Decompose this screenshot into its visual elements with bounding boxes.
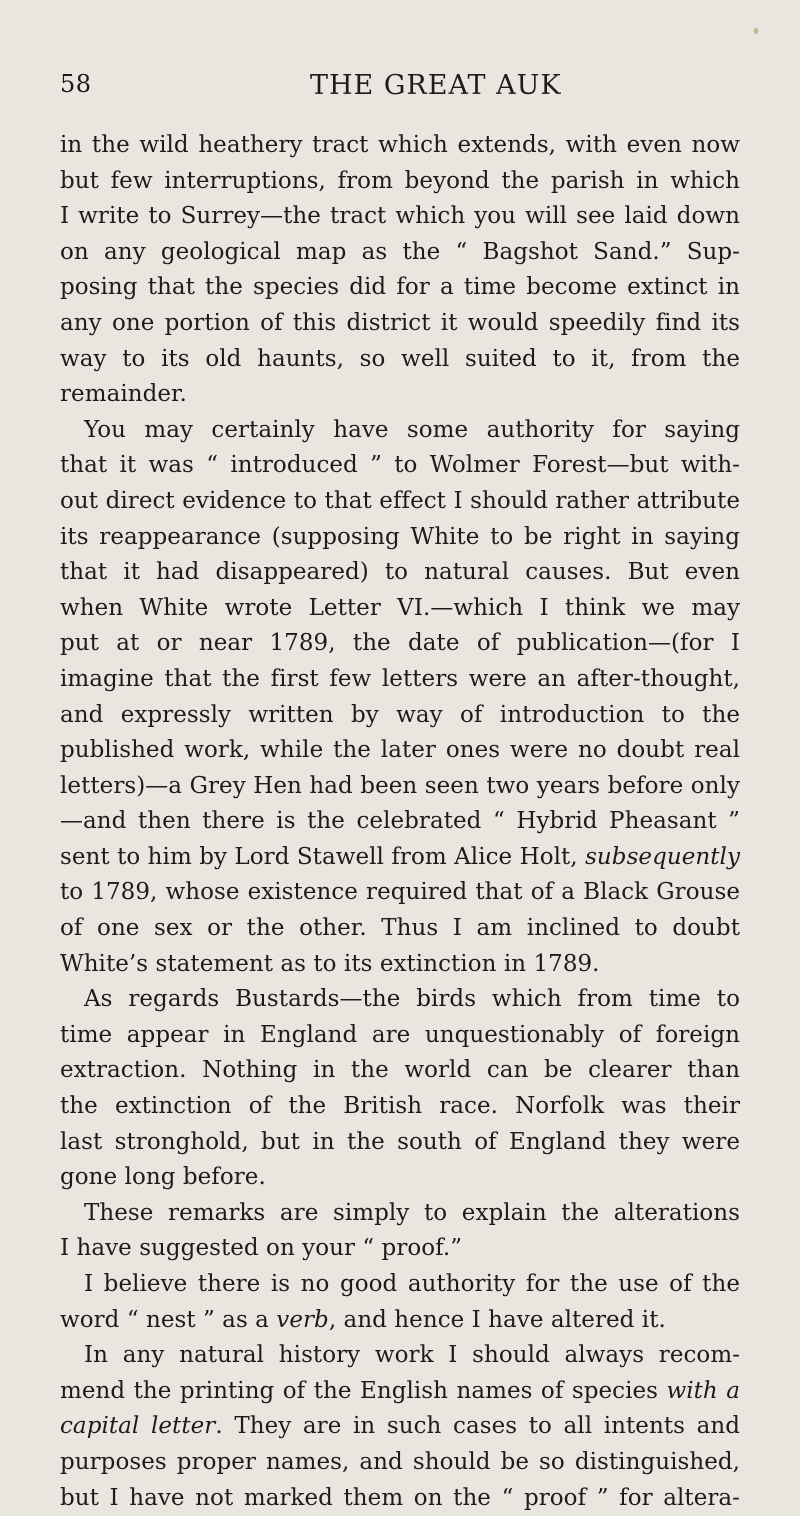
text-run: , and hence I have altered it. <box>328 1306 666 1333</box>
text-line: time appear in England are unquestionably of foreign <box>60 1021 740 1048</box>
text-line: any one portion of this district it would speedily find its <box>60 309 740 336</box>
text-line: purposes proper names, and should be so distinguished, <box>60 1448 740 1475</box>
text-line: You may certainly have some authority for saying <box>84 416 740 443</box>
text-line: extraction. Nothing in the world can be clearer than <box>60 1057 740 1084</box>
text-line <box>60 1374 740 1410</box>
text-line: that it was “ introduced ” to Wolmer Forest—but with- <box>60 452 740 479</box>
text-line <box>60 1409 740 1445</box>
text-line: imagine that the first few letters were an after-thought, <box>60 665 740 692</box>
text-run: . They are in such cases to all intents and <box>215 1413 740 1440</box>
text-line: published work, while the later ones were no doubt real <box>60 737 740 764</box>
text-line: that it had disappeared) to natural causes. But even <box>60 559 740 586</box>
text-line: gone long before. <box>60 1164 266 1191</box>
text-line: in the wild heathery tract which extends, with even now <box>60 132 740 158</box>
text-line: its reappearance (supposing White to be right in saying <box>60 523 740 550</box>
text-line: but few interruptions, from beyond the parish in which <box>60 167 740 194</box>
text-line: remainder. <box>60 381 187 408</box>
text-line: of one sex or the other. Thus I am inclined to doubt <box>60 915 740 942</box>
text-line: These remarks are simply to explain the alterations <box>84 1199 740 1226</box>
text-line: I write to Surrey—the tract which you will see laid down <box>60 203 740 230</box>
text-line: the extinction of the British race. Norfolk was their <box>60 1093 740 1120</box>
text-line: letters)—a Grey Hen had been seen two years before only <box>60 772 740 799</box>
text-line: to 1789, whose existence required that of a Black Grouse <box>60 879 740 906</box>
text-line: but I have not marked them on the “ proof ” for altera- <box>60 1484 740 1511</box>
paper-speck <box>754 28 758 34</box>
text-line: —and then there is the celebrated “ Hybrid Pheasant ” <box>60 808 740 835</box>
text-line <box>60 1303 740 1339</box>
text-run: sent to him by Lord Stawell from Alice Holt, <box>60 843 586 870</box>
italic-text: with a <box>666 1377 740 1404</box>
page-number: 58 <box>60 70 92 98</box>
italic-text: subsequently <box>585 843 740 870</box>
text-line: White’s statement as to its extinction in 1789. <box>60 950 600 977</box>
text-line: As regards Bustards—the birds which from time to <box>84 986 740 1013</box>
text-line: way to its old haunts, so well suited to it, from the <box>60 345 740 372</box>
text-line: I have suggested on your “ proof.” <box>60 1235 463 1262</box>
italic-text: capital letter <box>60 1413 216 1440</box>
page-header <box>60 70 740 110</box>
text-run: mend the printing of the English names of species <box>60 1377 667 1404</box>
italic-text: verb <box>276 1306 329 1333</box>
text-line: I believe there is no good authority for the use of the <box>84 1271 740 1297</box>
text-line: last stronghold, but in the south of England they were <box>60 1128 740 1155</box>
text-line: on any geological map as the “ Bagshot Sand.” Sup- <box>60 238 740 265</box>
running-head: THE GREAT AUK <box>310 70 562 101</box>
text-line: put at or near 1789, the date of publication—(for I <box>60 630 740 657</box>
text-line: out direct evidence to that effect I should rather attribute <box>60 487 740 514</box>
text-line: posing that the species did for a time become extinct in <box>60 274 740 301</box>
body-text <box>60 128 740 1516</box>
text-line <box>60 840 740 876</box>
text-line: In any natural history work I should always recom- <box>84 1342 740 1369</box>
text-line: when White wrote Letter VI.—which I think we may <box>60 594 740 621</box>
text-line: and expressly written by way of introduction to the <box>60 701 740 728</box>
text-run: word “ nest ” as a <box>60 1306 277 1333</box>
